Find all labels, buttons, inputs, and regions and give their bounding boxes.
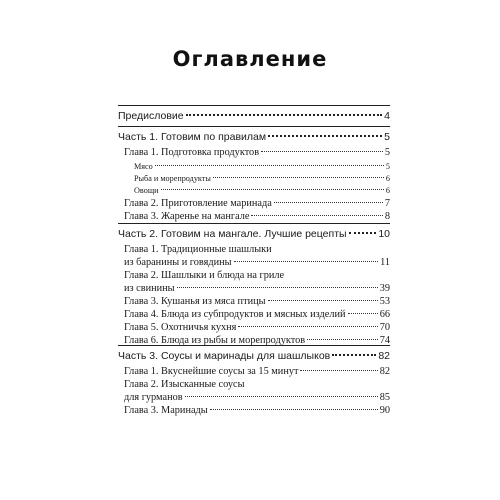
toc-entry-part-1: [118, 131, 390, 143]
entry-label: Глава 3. Кушанья из мяса птицы: [124, 296, 266, 307]
entry-page: 4: [384, 110, 390, 122]
dot-leader: [186, 114, 383, 116]
entry-page: 90: [379, 405, 390, 416]
entry-label: Глава 1. Подготовка продуктов: [124, 147, 260, 158]
toc-entry-chapter-line: Глава 2. Изысканные соусы: [124, 379, 245, 390]
entry-label: Глава 3. Маринады: [124, 405, 208, 416]
dot-leader: [238, 326, 377, 327]
toc-entry-chapter: [124, 283, 390, 294]
toc-entry-part-2: [118, 228, 390, 240]
entry-page: 7: [384, 198, 390, 209]
toc-entry-chapter: [124, 147, 390, 158]
dot-leader: [268, 135, 382, 137]
entry-page: 39: [379, 283, 390, 294]
toc-entry-chapter: [124, 309, 390, 320]
divider: [118, 223, 390, 224]
dot-leader: [268, 300, 378, 301]
divider: [118, 105, 390, 106]
dot-leader: [261, 151, 383, 152]
entry-label: Глава 1. Вкуснейшие соусы за 15 минут: [124, 366, 299, 377]
entry-page: 10: [378, 228, 390, 240]
entry-label: Рыба и морепродукты: [134, 174, 211, 183]
page-title: Оглавление: [172, 47, 328, 71]
entry-page: 70: [379, 322, 390, 333]
entry-page: 5: [384, 147, 390, 158]
toc-entry-chapter: [124, 366, 390, 377]
dot-leader: [300, 370, 377, 371]
dot-leader: [307, 339, 378, 340]
entry-label: Мясо: [134, 162, 153, 171]
entry-label: Глава 3. Жаренье на мангале: [124, 211, 250, 222]
toc-entry-section: [134, 174, 390, 183]
entry-page: 11: [380, 257, 390, 268]
entry-label: Глава 6. Блюда из рыбы и морепродуктов: [124, 335, 306, 346]
dot-leader: [349, 232, 377, 234]
entry-label: из свинины: [124, 283, 175, 294]
toc-entry-chapter: [124, 198, 390, 209]
entry-label: Овощи: [134, 186, 159, 195]
toc-entry-part-3: [118, 350, 390, 362]
entry-page: 82: [378, 350, 390, 362]
dot-leader: [210, 409, 378, 410]
toc-entry-preface: [118, 110, 390, 122]
dot-leader: [274, 202, 383, 203]
toc-entry-chapter: [124, 392, 390, 403]
toc-entry-chapter: [124, 405, 390, 416]
entry-page: 85: [379, 392, 390, 403]
entry-page: 8: [384, 211, 390, 222]
toc-entry-chapter-line: Глава 1. Традиционные шашлыки: [124, 244, 272, 255]
entry-label: Часть 1. Готовим по правилам: [118, 131, 267, 143]
toc-entry-section: [134, 162, 390, 171]
dot-leader: [155, 165, 384, 166]
toc-entry-chapter: [124, 257, 390, 268]
dot-leader: [177, 287, 378, 288]
entry-page: 5: [384, 131, 390, 143]
toc-entry-chapter: [124, 296, 390, 307]
dot-leader: [251, 215, 382, 216]
entry-page: 66: [379, 309, 390, 320]
entry-page: 74: [379, 335, 390, 346]
toc-entry-chapter: [124, 322, 390, 333]
entry-page: 6: [385, 186, 390, 195]
entry-page: 53: [379, 296, 390, 307]
dot-leader: [234, 261, 379, 262]
divider: [118, 126, 390, 127]
toc-entry-section: [134, 186, 390, 195]
entry-label: Глава 2. Приготовление маринада: [124, 198, 272, 209]
dot-leader: [185, 396, 378, 397]
entry-label: для гурманов: [124, 392, 183, 403]
entry-label: Часть 3. Соусы и маринады для шашлыков: [118, 350, 331, 362]
entry-label: Часть 2. Готовим на мангале. Лучшие рецепты: [118, 228, 347, 240]
dot-leader: [161, 189, 384, 190]
entry-label: Глава 5. Охотничья кухня: [124, 322, 237, 333]
entry-label: Глава 4. Блюда из субпродуктов и мясных изделий: [124, 309, 346, 320]
dot-leader: [348, 313, 378, 314]
toc-entry-chapter-line: Глава 2. Шашлыки и блюда на гриле: [124, 270, 285, 281]
entry-page: 6: [385, 174, 390, 183]
entry-label: из баранины и говядины: [124, 257, 232, 268]
entry-label: Предисловие: [118, 110, 184, 122]
divider: [118, 345, 390, 346]
dot-leader: [213, 177, 384, 178]
entry-page: 5: [385, 162, 390, 171]
dot-leader: [332, 354, 376, 356]
toc-entry-chapter: [124, 211, 390, 222]
entry-page: 82: [379, 366, 390, 377]
